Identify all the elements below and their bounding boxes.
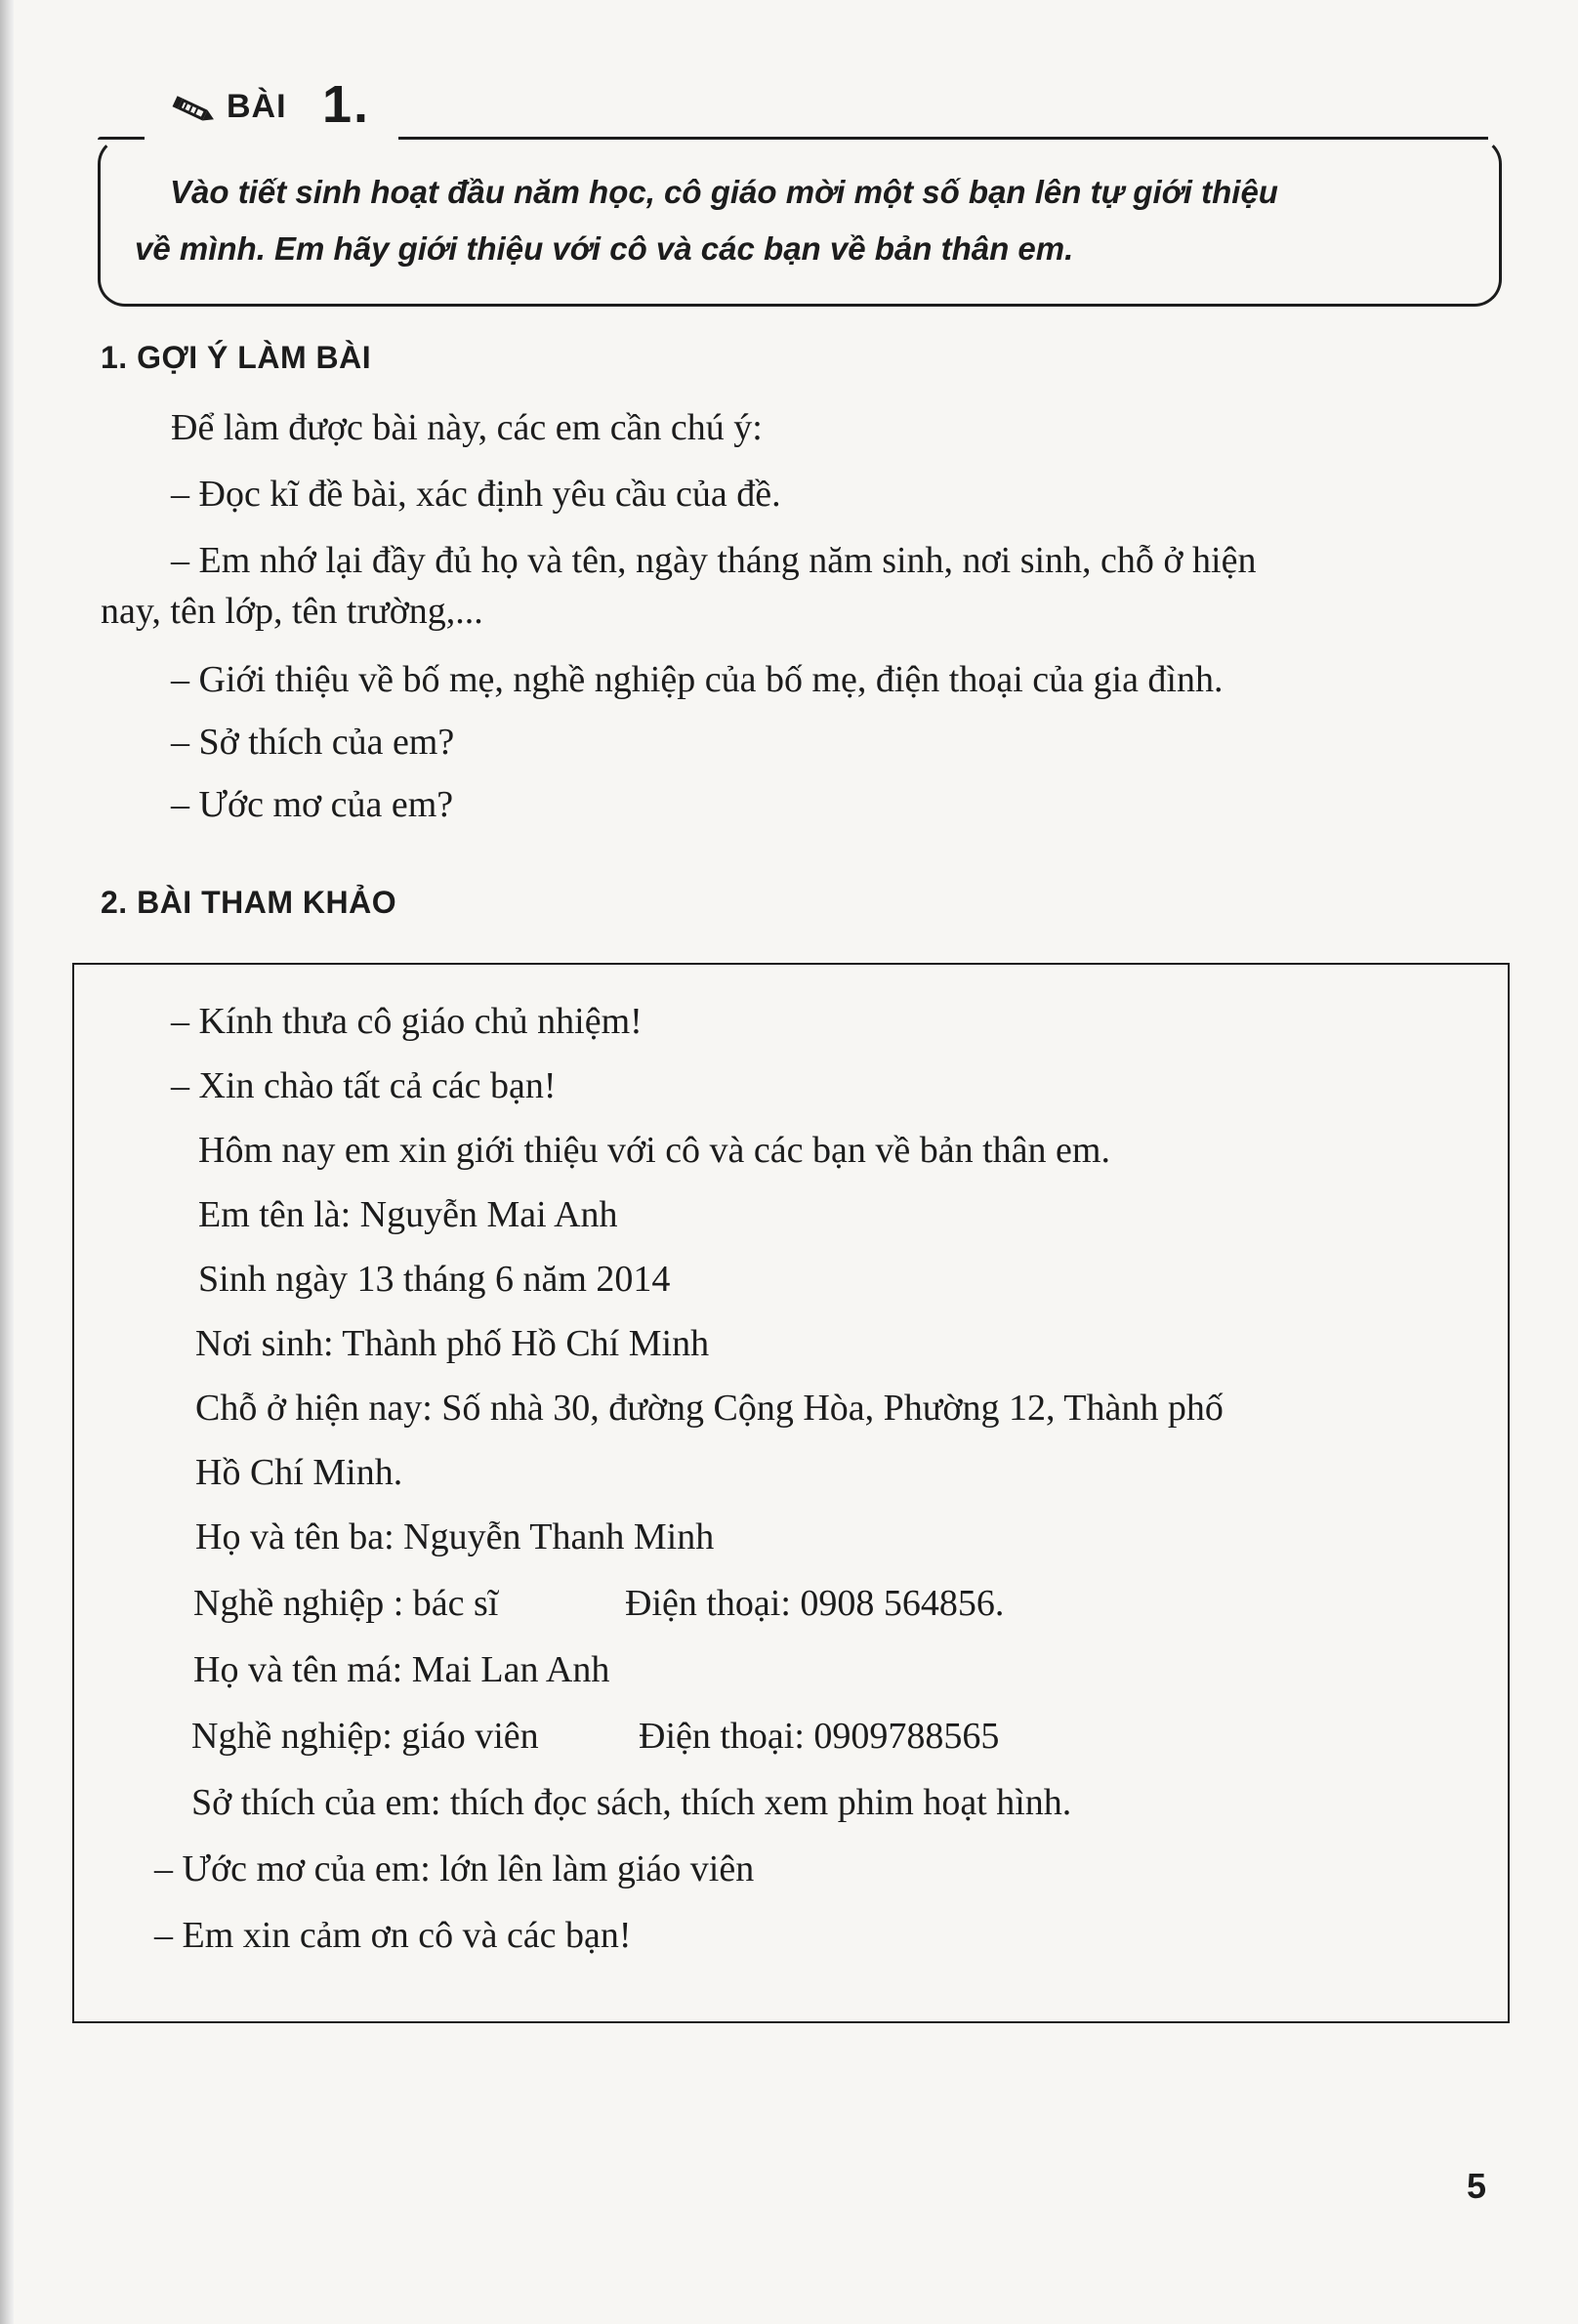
guidance-line: – Em nhớ lại đầy đủ họ và tên, ngày tháng năm sinh, nơi sinh, chỗ ở hiện	[171, 540, 1257, 581]
sample-line: Điện thoại: 0909788565	[639, 1716, 1000, 1757]
sample-line: Nơi sinh: Thành phố Hồ Chí Minh	[195, 1323, 710, 1364]
guidance-line: nay, tên lớp, tên trường,...	[101, 591, 483, 632]
sample-line: Em tên là: Nguyễn Mai Anh	[198, 1194, 618, 1235]
sample-line: Điện thoại: 0908 564856.	[625, 1583, 1005, 1624]
sample-line: Sở thích của em: thích đọc sách, thích xem phim hoạt hình.	[191, 1782, 1072, 1823]
sample-line: Họ và tên ba: Nguyễn Thanh Minh	[195, 1516, 715, 1557]
section-title-sample: 2. BÀI THAM KHẢO	[101, 885, 397, 920]
sample-line: Sinh ngày 13 tháng 6 năm 2014	[198, 1259, 671, 1300]
task-prompt-line: Vào tiết sinh hoạt đầu năm học, cô giáo mời một số bạn lên tự giới thiệu	[170, 174, 1278, 210]
page-number: 5	[1467, 2166, 1487, 2206]
guidance-line: – Giới thiệu về bố mẹ, nghề nghiệp của bố mẹ, điện thoại của gia đình.	[171, 659, 1224, 700]
sample-line: – Xin chào tất cả các bạn!	[171, 1065, 557, 1106]
guidance-line: – Sở thích của em?	[171, 722, 455, 763]
sample-line: Chỗ ở hiện nay: Số nhà 30, đường Cộng Hòa, Phường 12, Thành phố	[195, 1388, 1224, 1429]
task-box-top-rule	[398, 137, 1488, 140]
sample-line: Hôm nay em xin giới thiệu với cô và các bạn về bản thân em.	[198, 1130, 1110, 1171]
sample-line: Hồ Chí Minh.	[195, 1452, 403, 1493]
exercise-number: 1	[322, 75, 353, 134]
sample-line: Họ và tên má: Mai Lan Anh	[193, 1649, 610, 1690]
task-box-top-left-rule	[98, 137, 145, 140]
guidance-line: – Đọc kĩ đề bài, xác định yêu cầu của đề.	[171, 474, 781, 515]
task-prompt-line: về mình. Em hãy giới thiệu với cô và các bạn về bản thân em.	[135, 230, 1074, 267]
sample-line: – Ước mơ của em: lớn lên làm giáo viên	[154, 1848, 755, 1889]
task-prompt	[135, 164, 1473, 277]
exercise-label: BÀI	[227, 88, 287, 125]
sample-line: – Em xin cảm ơn cô và các bạn!	[154, 1915, 632, 1956]
sample-line: Nghề nghiệp: giáo viên	[191, 1716, 539, 1757]
pencil-icon	[171, 94, 218, 127]
sample-line: – Kính thưa cô giáo chủ nhiệm!	[171, 1001, 643, 1042]
exercise-number-dot: .	[353, 75, 369, 134]
section-title-guidance: 1. GỢI Ý LÀM BÀI	[101, 340, 372, 375]
guidance-line: – Ước mơ của em?	[171, 784, 454, 825]
book-spine-shadow	[0, 0, 14, 2324]
sample-line: Nghề nghiệp : bác sĩ	[193, 1583, 499, 1624]
guidance-line: Để làm được bài này, các em cần chú ý:	[171, 407, 763, 448]
